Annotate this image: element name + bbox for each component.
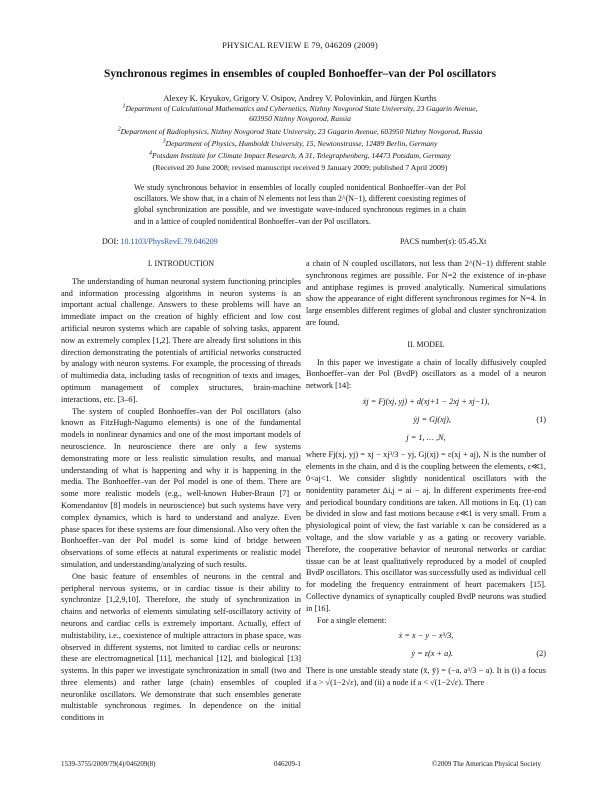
- intro-paragraph: The understanding of human neuronal system functioning principles and information processing algorithms in neuron systems is an important actual challenge. Answers to these problems will have an immediate impact on the creation of highly efficient and low cost artificial neuron systems which are capable of solving tasks, apparent now as extremely complex [1,2]. There are already first solutions in this direction demonstrating the potentials of artificial networks constructed by analogy with neuron systems. For example, the processing of threads of multimedia data, including tasks of recognition of texts and images, optimum management of complex structures, brain-machine interactions, etc. [3–6].: [61, 276, 301, 404]
- authors: [0, 94, 600, 105]
- equation-1-number: (1): [536, 414, 546, 424]
- intro-continuation: a chain of N coupled oscillators, not less than 2^(N−1) different stable synchronous regimes are possible. For N=2 the existence of in-phase and antiphase regimes is proved analytically. Numerical simulations show the appearance of eight different synchronous regimes for N=4. In large ensembles different regimes of global and cluster synchronization are found.: [306, 259, 546, 327]
- equation-2-line-1: ẋ = x − y − x³/3,: [398, 631, 454, 641]
- single-element-label: For a single element:: [317, 615, 387, 625]
- paper-title: Synchronous regimes in ensembles of coupled Bonhoeffer–van der Pol oscillators: [103, 68, 497, 80]
- equation-1-line-3: j = 1, … ,N,: [406, 432, 446, 442]
- affiliation-4: $^4$Potsdam Institute for Climate Impact Research, A 31, Telegraphenberg, 14473 Potsdam, Germany: [148, 150, 451, 160]
- equation-1-line-1: ẋj = Fj(xj, yj) + d(xj+1 − 2xj + xj−1),: [362, 396, 490, 406]
- authors-line: Alexey K. Kryukov, Grigory V. Osipov, Andrey V. Polovinkin, and Jürgen Kurths: [163, 94, 437, 103]
- equation-2-number: (2): [536, 649, 546, 659]
- affiliation-1: $^1$Department of Calculational Mathematics and Cybernetics, Nizhny Novgorod State University, 23 Gagarin Avenue,: [122, 103, 478, 113]
- affiliation-2: $^2$Department of Radiophysics, Nizhny Novgorod State University, 23 Gagarin Avenue, 603950 Nizhny Novgorod, Russia: [117, 126, 483, 136]
- affiliation-1b: 603950 Nizhny Novgorod, Russia: [249, 114, 351, 123]
- intro-heading: I. INTRODUCTION: [147, 259, 215, 268]
- model-paragraph: where Fj(xj, yj) = xj − xj³/3 − yj, Gj(xj) = ε(xj + aj), N is the number of elements in the chain, and d is the coupling between the elements, ε≪1, 0<aj<1. We consider slightly nonidentical oscillators with the nonidentity parameter Δi,j = ai − aj. In different experiments free-end and periodical boundary conditions are taken. All motions in Eq. (1) can be divided in slow and fast motions because ε≪1 is very small. From a physiological point of view, the fast variable x can be considered as a voltage, and the slow variable y as a gating or recovery variable. Therefore, the cooperative behavior of neuronal networks or cardiac tissue can be at least qualitatively reproduced by a model of coupled BvdP oscillators. This oscillator was successfully used as individual cell for modeling the frequency entrainment of heart pacemakers [15]. Collective dynamics of synaptically coupled BvdP neurons was studied in [16].: [306, 450, 546, 613]
- doi-link[interactable]: 10.1103/PhysRevE.79.046209: [120, 237, 218, 246]
- doi-line: DOI: 10.1103/PhysRevE.79.046209: [102, 237, 218, 246]
- right-column: [306, 258, 546, 689]
- abstract: We study synchronous behavior in ensembles of locally coupled nonidentical Bonhoeffer–van der Pol oscillators. We show that, in a chain of N elements not less than 2^(N−1), different coexisting regimes of global synchronization are possible, and we investigate wave-induced synchronous regimes in a chain and in a lattice of coupled nonidentical Bonhoeffer–van der Pol oscillators.: [134, 183, 466, 226]
- pacs-numbers: PACS number(s): 05.45.Xt: [400, 237, 487, 246]
- model-intro: In this paper we investigate a chain of locally diffusively coupled Bonhoeffer–van der Pol (BvdP) oscillators as a model of a neuron network [14]:: [306, 357, 546, 391]
- journal-header: PHYSICAL REVIEW E 79, 046209 (2009): [222, 40, 378, 50]
- model-heading: II. MODEL: [407, 339, 445, 349]
- left-column: [61, 258, 301, 724]
- footer-copyright: ©2009 The American Physical Society: [432, 760, 542, 768]
- footer-page: 046209-1: [274, 760, 301, 768]
- intro-paragraph: The system of coupled Bonhoeffer–van der Pol oscillators (also known as FitzHugh-Nagumo elements) is one of the fundamental models in nonlinear dynamics and one of the most important models of neuroscience. In neuroscience there are only a few systems demonstrating more or less realistic simulation results, and manual understanding of what is happening and why it is happening in the media. The Bonhoeffer–van der Pol model is one of them. There are some more realistic models (e.g., well-known Huber-Braun [7] or Komendantov [8] models in neuroscience) but such systems have very complex dynamics, which is hard to understand and analyze. Even phase spaces for these systems are four dimensional. Also very often the Bonhoeffer–van der Pol model is some kind of bridge between observations of some effects at natural experiments or realistic model simulation, and understanding/analyzing of such results.: [61, 406, 301, 569]
- received-dates: (Received 20 June 2008; revised manuscript received 9 January 2009; published 7 April 2009): [152, 163, 448, 172]
- footer-issn: 1539-3755/2009/79(4)/046209(8): [61, 760, 156, 768]
- intro-paragraph: One basic feature of ensembles of neurons in the central and peripheral nervous systems, or in cardiac tissue is their ability to synchronize [1,2,9,10]. Therefore, the study of synchronization in chains and networks of elements simulating self-oscillatory activity of neurons and cardiac cells is extremely important. Actually, effect of multistability, i.e., coexistence of multiple attractors in phase space, was observed in different systems, not limited to cardiac cells or neurons: these are electromagnetical [11], mechanical [12], and biological [13] systems. In this paper we investigate synchronization in small (two and three elements) and rather large (chain) ensembles of coupled neuronlike oscillators. We demonstrate that such ensembles generate multistable synchronous regimes. In dependence on the initial conditions in: [61, 571, 301, 723]
- equation-2-line-2: ẏ = ε(x + a). (2): [411, 649, 546, 659]
- equation-1-line-2: ẏj = Gj(xj), (1): [413, 414, 546, 424]
- affiliation-3: $^3$Department of Physics, Humboldt University, 15, Newtonstrasse, 12489 Berlin, Germany: [162, 138, 438, 148]
- final-paragraph: There is one unstable steady state (x̄, ȳ) = (−a, a³/3 − a). It is (i) a focus if a > √(1−2√ε), and (ii) a node if a < √(1−2√ε). There: [306, 665, 546, 687]
